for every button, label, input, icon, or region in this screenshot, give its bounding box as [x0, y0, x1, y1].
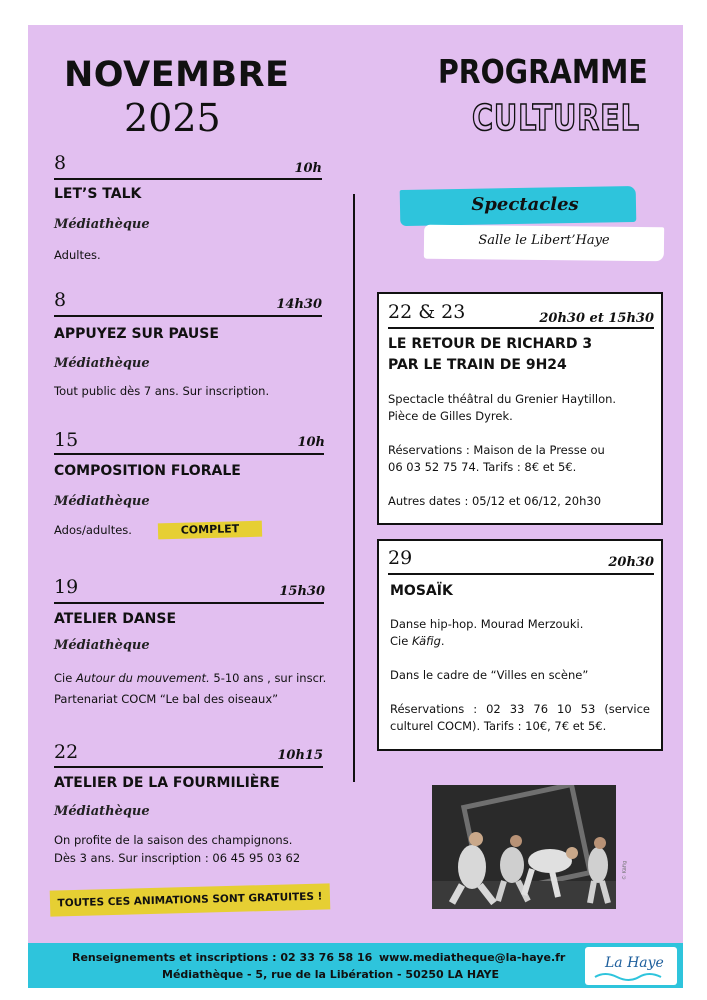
event-divider [54, 453, 324, 455]
event-place: Médiathèque [54, 638, 150, 653]
dance-photo [432, 785, 616, 909]
event-divider [54, 766, 323, 768]
event-description: Tout public dès 7 ans. Sur inscription. [54, 384, 270, 398]
show-time: 20h30 [608, 555, 654, 570]
event-description: Cie Autour du mouvement. 5-10 ans , sur inscr. [54, 671, 327, 685]
month-title: NOVEMBRE [64, 55, 290, 95]
event-place: Médiathèque [54, 494, 150, 509]
event-description-2: Partenariat COCM “Le bal des oiseaux” [54, 692, 279, 706]
show-reservation: culturel COCM). Tarifs : 10€, 7€ et 5€. [390, 719, 607, 733]
footer-phone: Renseignements et inscriptions : 02 33 76 58 16 [72, 951, 373, 964]
show-reservation: Réservations : Maison de la Presse ou [388, 443, 605, 457]
event-description: Ados/adultes. [54, 523, 132, 537]
event-day: 8 [54, 289, 67, 311]
event-divider [54, 315, 322, 317]
event-title: COMPOSITION FLORALE [54, 463, 241, 479]
event-place: Médiathèque [54, 217, 150, 232]
show-description: Cie Käfig. [390, 634, 445, 648]
photo-credit: © Käfig [622, 860, 628, 880]
show-day: 29 [388, 547, 413, 569]
show-title: MOSAÏK [390, 583, 453, 599]
show-divider [388, 327, 654, 329]
event-divider [54, 602, 324, 604]
event-place: Médiathèque [54, 804, 150, 819]
event-day: 22 [54, 741, 79, 763]
show-description: Spectacle théâtral du Grenier Haytillon. [388, 392, 617, 406]
event-place: Médiathèque [54, 356, 150, 371]
column-divider [353, 194, 355, 782]
event-time: 10h [297, 435, 325, 450]
event-title: ATELIER DE LA FOURMILIÈRE [54, 775, 280, 791]
programme-title: PROGRAMME [438, 52, 648, 91]
show-description: Pièce de Gilles Dyrek. [388, 409, 513, 423]
complete-badge: COMPLET [158, 521, 262, 540]
event-day: 19 [54, 576, 79, 598]
event-divider [54, 178, 322, 180]
show-reservation: Réservations : 02 33 76 10 53 (service [390, 702, 650, 716]
event-description: On profite de la saison des champignons. [54, 833, 293, 847]
event-day: 8 [54, 152, 67, 174]
event-title: LET’S TALK [54, 186, 142, 202]
show-title-line2: PAR LE TRAIN DE 9H24 [388, 357, 567, 373]
show-time: 20h30 et 15h30 [539, 311, 654, 326]
show-divider [388, 573, 654, 575]
event-time: 10h15 [277, 748, 323, 763]
culturel-title: CULTUREL [472, 98, 640, 139]
event-time: 14h30 [276, 297, 322, 312]
event-time: 10h [294, 161, 322, 176]
year-title: 2025 [124, 96, 221, 140]
free-banner: TOUTES CES ANIMATIONS SONT GRATUITES ! [50, 883, 331, 916]
event-day: 15 [54, 429, 79, 451]
venue-label: Salle le Libert’Haye [478, 233, 610, 248]
show-reservation: 06 03 52 75 74. Tarifs : 8€ et 5€. [388, 460, 577, 474]
show-other-dates: Autres dates : 05/12 et 06/12, 20h30 [388, 494, 602, 508]
footer-address: Médiathèque - 5, rue de la Libération - 50250 LA HAYE [162, 968, 500, 981]
event-title: ATELIER DANSE [54, 611, 177, 627]
event-description: Adultes. [54, 248, 101, 262]
event-time: 15h30 [279, 584, 325, 599]
event-title: APPUYEZ SUR PAUSE [54, 326, 219, 342]
show-description: Danse hip-hop. Mourad Merzouki. [390, 617, 584, 631]
show-day: 22 & 23 [388, 301, 466, 323]
event-description-2: Dès 3 ans. Sur inscription : 06 45 95 03 62 [54, 851, 301, 865]
section-title: Spectacles [471, 194, 579, 215]
show-title-line1: LE RETOUR DE RICHARD 3 [388, 336, 593, 352]
show-context: Dans le cadre de “Villes en scène” [390, 668, 589, 682]
logo-text: La Haye [605, 955, 664, 971]
footer-website[interactable]: www.mediatheque@la-haye.fr [379, 951, 566, 964]
